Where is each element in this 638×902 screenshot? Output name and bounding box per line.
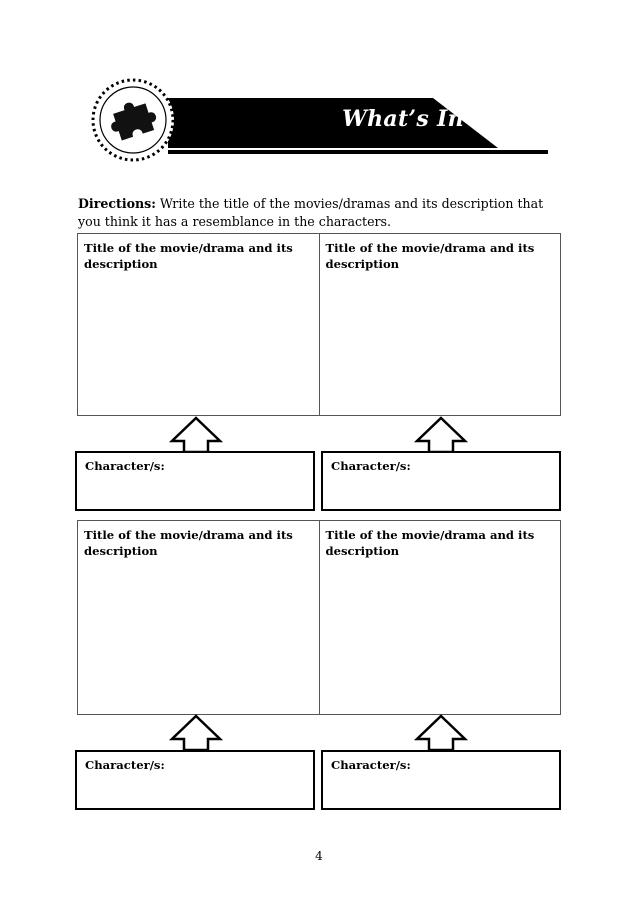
movie-cell-right[interactable]	[319, 521, 561, 714]
banner-title: What’s In	[342, 106, 464, 132]
character-box-left[interactable]	[75, 750, 315, 810]
movie-cell-label: Title of the movie/drama and its description	[84, 241, 293, 271]
character-label: Character/s:	[331, 459, 411, 473]
character-box-right[interactable]	[321, 750, 561, 810]
directions-label: Directions:	[78, 196, 156, 211]
character-box-right[interactable]	[321, 451, 561, 511]
up-arrow-icon	[168, 416, 224, 454]
movie-cell-label: Title of the movie/drama and its description	[325, 241, 535, 271]
movie-table-2	[77, 520, 561, 715]
movie-cell-right[interactable]	[319, 234, 561, 415]
movie-cell-label: Title of the movie/drama and its description	[84, 528, 293, 558]
character-box-left[interactable]	[75, 451, 315, 511]
directions-text: Write the title of the movies/dramas and its description that you think it has a resemblance in the characters.	[78, 196, 544, 229]
movie-cell-label: Title of the movie/drama and its description	[325, 528, 535, 558]
character-label: Character/s:	[85, 459, 165, 473]
section-banner	[88, 72, 558, 164]
movie-cell-left[interactable]	[78, 521, 319, 714]
page-number: 4	[315, 849, 323, 863]
up-arrow-icon	[413, 416, 469, 454]
up-arrow-icon	[413, 714, 469, 752]
movie-table-1	[77, 233, 561, 416]
up-arrow-icon	[168, 714, 224, 752]
movie-cell-left[interactable]	[78, 234, 319, 415]
character-label: Character/s:	[85, 758, 165, 772]
character-label: Character/s:	[331, 758, 411, 772]
directions	[78, 195, 568, 231]
